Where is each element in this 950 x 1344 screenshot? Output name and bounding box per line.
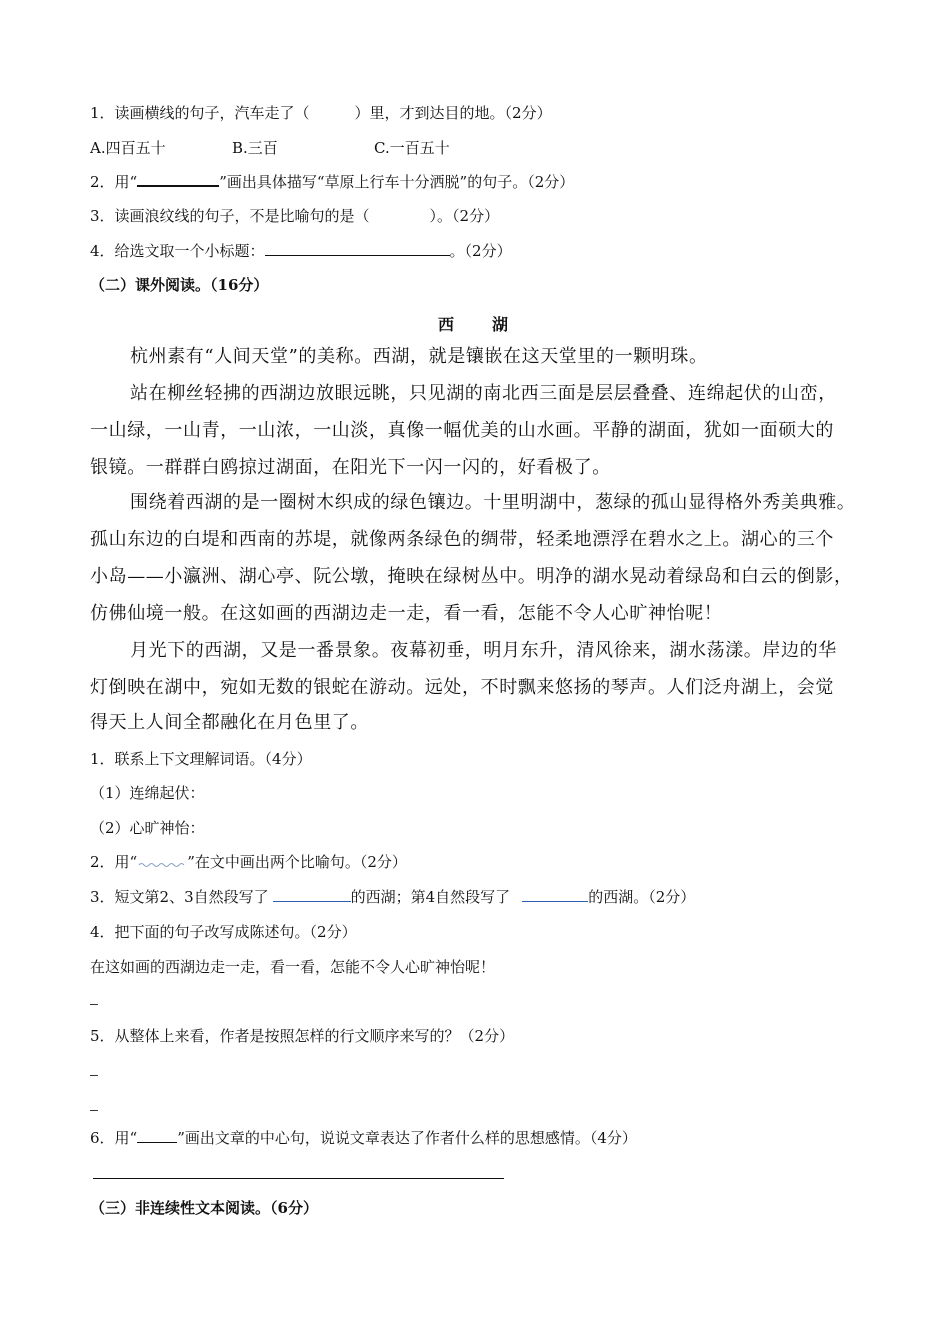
section-2-question-1a: （1）连绵起伏： [90,784,205,802]
passage-line-3: 一山绿，一山青，一山浓，一山淡，真像一幅优美的山水画。平静的湖面，犹如一面硕大的 [90,420,834,441]
section-2-question-6 [90,1128,637,1148]
passage-line-8: 仿佛仙境一般。在这如画的西湖边走一走，看一看，怎能不令人心旷神怡呢！ [90,603,723,624]
section-3-heading: （三）非连续性文本阅读。（6分） [90,1199,318,1217]
passage-line-7: 小岛——小瀛洲、湖心亭、阮公墩，掩映在绿树丛中。明净的湖水晃动着绿岛和白云的倒影， [90,566,853,587]
answer-line-stub-2[interactable] [90,1075,98,1076]
question-1: 1．读画横线的句子，汽车走了（ ）里，才到达目的地。（2分） [90,104,552,122]
section-2-question-4: 4．把下面的句子改写成陈述句。（2分） [90,923,357,941]
section-2-question-3-text-before: 3．短文第2、3自然段写了 [90,888,269,906]
passage-title: 西 湖 [438,315,511,334]
section-2-question-6-text-after: ”画出文章的中心句，说说文章表达了作者什么样的思想感情。（4分） [177,1129,637,1147]
straight-line-sample [137,172,219,187]
section-2-question-2-text-before: 2．用“ [90,853,138,871]
question-2-text-after: ”画出具体描写“草原上行车十分洒脱”的句子。（2分） [219,173,575,191]
question-1-option-a: A.四百五十 [90,139,166,157]
section-2-question-3-blank-2[interactable] [522,887,588,902]
passage-line-11: 得天上人间全都融化在月色里了。 [90,712,369,733]
section-2-question-4-sentence: 在这如画的西湖边走一走，看一看，怎能不令人心旷神怡呢！ [90,958,496,976]
question-4-text-after: 。（2分） [449,242,512,260]
section-2-question-6-text-before: 6．用“ [90,1129,138,1147]
question-4-answer-line[interactable] [265,241,450,256]
wavy-line-sample [137,853,187,867]
section-2-question-1: 1．联系上下文理解词语。（4分） [90,750,312,768]
section-2-question-3-text-middle: 的西湖；第4自然段写了 [350,888,511,906]
passage-line-4: 银镜。一群群白鸥掠过湖面，在阳光下一闪一闪的，好看极了。 [90,457,611,478]
section-2-heading: （二）课外阅读。（16分） [90,276,269,294]
question-4 [90,241,512,261]
answer-line-stub-1[interactable] [90,1004,98,1005]
section-2-question-3-blank-1[interactable] [273,887,351,902]
passage-line-6: 孤山东边的白堤和西南的苏堤，就像两条绿色的绸带，轻柔地漂浮在碧水之上。湖心的三个 [90,529,834,550]
passage-line-2: 站在柳丝轻拂的西湖边放眼远眺，只见湖的南北西三面是层层叠叠、连绵起伏的山峦， [130,383,837,404]
section-2-question-2-text-after: ”在文中画出两个比喻句。（2分） [187,853,407,871]
answer-line[interactable] [93,1178,504,1179]
section-2-question-3 [90,887,695,907]
question-1-option-c: C.一百五十 [374,139,450,157]
answer-line-stub-3[interactable] [90,1110,98,1111]
center-sentence-line-sample [137,1128,177,1143]
question-3: 3．读画浪纹线的句子，不是比喻句的是（ ）。（2分） [90,207,500,225]
question-2 [90,172,574,192]
section-2-question-2 [90,852,407,872]
passage-line-9: 月光下的西湖，又是一番景象。夜幕初垂，明月东升，清风徐来，湖水荡漾。岸边的华 [130,640,837,661]
passage-line-10: 灯倒映在湖中，宛如无数的银蛇在游动。远处，不时飘来悠扬的琴声。人们泛舟湖上，会觉 [90,677,834,698]
section-2-question-5: 5．从整体上来看，作者是按照怎样的行文顺序来写的？（2分） [90,1027,515,1045]
passage-line-1: 杭州素有“人间天堂”的美称。西湖，就是镶嵌在这天堂里的一颗明珠。 [130,346,708,367]
question-2-text-before: 2．用“ [90,173,138,191]
section-2-question-3-text-after: 的西湖。（2分） [588,888,696,906]
section-2-question-1b: （2）心旷神怡： [90,819,205,837]
question-4-text-before: 4．给选文取一个小标题： [90,242,265,260]
passage-line-5: 围绕着西湖的是一圈树木织成的绿色镶边。十里明湖中，葱绿的孤山显得格外秀美典雅。 [130,492,856,513]
question-1-option-b: B.三百 [232,139,278,157]
